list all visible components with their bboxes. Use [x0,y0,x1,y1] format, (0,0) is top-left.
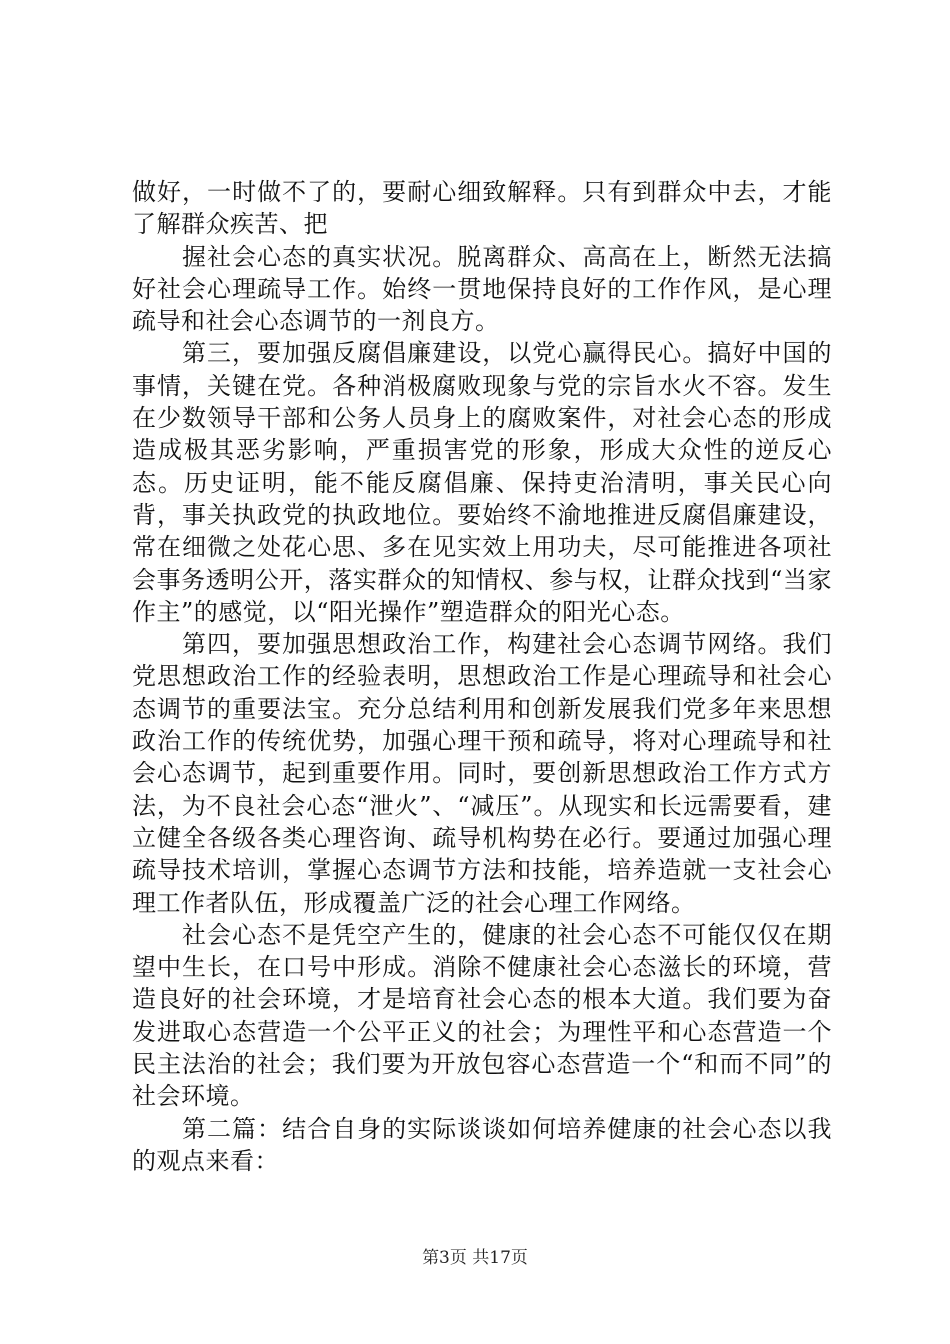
paragraph-4: 第四，要加强思想政治工作，构建社会心态调节网络。我们党思想政治工作的经验表明，思想政治工作是心理疏导和社会心态调节的重要法宝。充分总结利用和创新发展我们党多年来思想政治工作的传统优势，加强心理干预和疏导，将对心理疏导和社会心态调节，起到重要作用。同时，要创新思想政治工作方式方法，为不良社会心态“泄火”、“减压”。从现实和长远需要看，建立健全各级各类心理咨询、疏导机构势在必行。要通过加强心理疏导技术培训，掌握心态调节方法和技能，培养造就一支社会心理工作者队伍，形成覆盖广泛的社会心理工作网络。 [132,630,832,917]
paragraph-2: 握社会心态的真实状况。脱离群众、高高在上，断然无法搞好社会心理疏导工作。始终一贯地保持良好的工作作风，是心理疏导和社会心态调节的一剂良方。 [132,242,832,336]
paragraph-3: 第三，要加强反腐倡廉建设，以党心赢得民心。搞好中国的事情，关键在党。各种消极腐败现象与党的宗旨水火不容。发生在少数领导干部和公务人员身上的腐败案件，对社会心态的形成造成极其恶劣影响，严重损害党的形象，形成大众性的逆反心态。历史证明，能不能反腐倡廉、保持吏治清明，事关民心向背，事关执政党的执政地位。要始终不渝地推进反腐倡廉建设，常在细微之处花心思、多在见实效上用功夫，尽可能推进各项社会事务透明公开，落实群众的知情权、参与权，让群众找到“当家作主”的感觉，以“阳光操作”塑造群众的阳光心态。 [132,339,832,626]
paragraph-6: 第二篇：结合自身的实际谈谈如何培养健康的社会心态以我的观点来看： [132,1114,832,1175]
paragraph-5: 社会心态不是凭空产生的，健康的社会心态不可能仅仅在期望中生长，在口号中形成。消除不健康社会心态滋长的环境，营造良好的社会环境，才是培育社会心态的根本大道。我们要为奋发进取心态营造一个公平正义的社会；为理性平和心态营造一个民主法治的社会；我们要为开放包容心态营造一个“和而不同”的社会环境。 [132,920,832,1111]
page-footer: 第3页 共17页 [422,1248,528,1268]
paragraph-1: 做好，一时做不了的，要耐心细致解释。只有到群众中去，才能了解群众疾苦、把 [132,178,832,239]
document-body [132,176,832,1177]
